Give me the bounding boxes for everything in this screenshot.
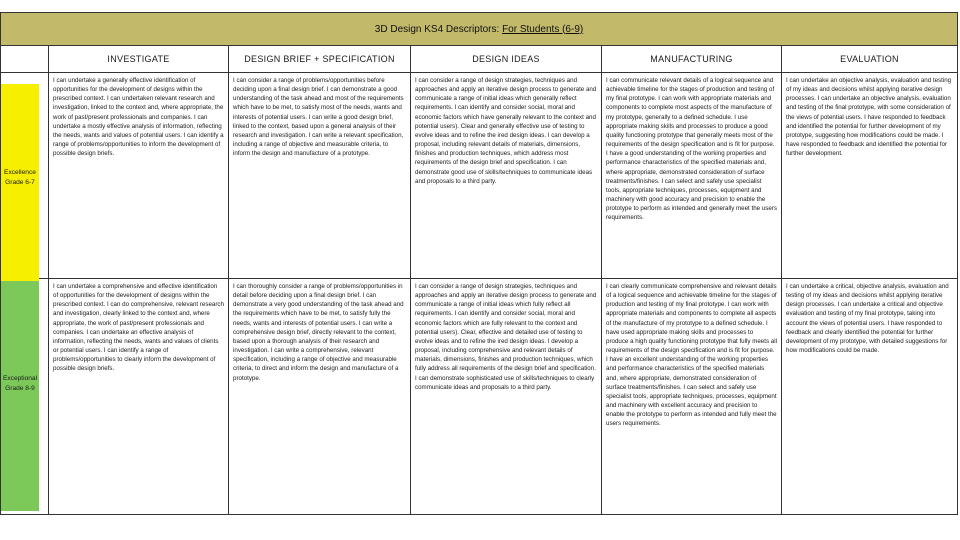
grade-label-line: Exceptional: [2, 375, 38, 382]
cell-design-ideas: I can consider a range of design strategies, techniques and approaches and apply an iterative design process to generate and communicate a range of initial ideas which fully reflect all requirements. I can identify and consider social, moral and economic factors which are fully relevant to the context and potential users). Clear, effective and detailed use of testing to evolve ideas and to refine the ired design ideas. I develop a proposal, including comprehensive and relevant details of materials, dimensions, finishes and production techniques, which fully address all requirements of the design brief and specification. I can demonstrate sophisticated use of skills/techniques to clearly communicate ideas and proposals to a third party.: [411, 279, 602, 515]
grade-label-line: Grade 8-9: [5, 384, 35, 392]
descriptor-table: [0, 12, 958, 515]
cell-design-ideas: I can consider a range of design strategies, techniques and approaches and apply an iterative design process to generate and communicate a range of initial ideas which generally reflect requirements. I can identify and consider social, moral and economic factors which have generally relevant to the context and potential users). Clear and generally effective use of testing to evolve ideas and to refine the ired design ideas. I can develop a proposal, including relevant details of materials, dimensions, finishes and production techniques, which address most requirements of the design brief and specification. I can demonstrate good use of skills/techniques to communicate ideas and proposals to a third party.: [411, 73, 602, 279]
cell-investigate: I can undertake a generally effective identification of opportunities for the development of designs within the prescribed context. I can undertaken relevant research and investigation, linked to the context and, where appropriate, the work of past/present professionals and companies. I can undertake a mostly effective analysis of information, reflecting the needs, wants and values of potential users. I can identify a range of problems/opportunities to inform the development of possible design briefs.: [49, 73, 229, 279]
cell-design-brief: I can thoroughly consider a range of problems/opportunities in detail before deciding upon a final design brief. I can demonstrate a very good understanding of the task ahead and the requirements which have to be met, to satisfy fully the needs, wants and interests of potential users. I can write a comprehensive design brief, directly relevant to the context, based upon a thorough analysis of their research and investigation. I can write a comprehensive, relevant specification, including a range of objective and measurable criteria, to direct and inform the design and manufacture of a prototype.: [229, 279, 411, 515]
cell-evaluation: I can undertake a critical, objective analysis, evaluation and testing of my ideas and decisions whilst applying iterative design processes. I can undertake a critical and objective evaluation and testing of my final prototype, taking into account the views of potential users. I have responded to feedback and clearly identified the potential for further development of my prototype, with detailed suggestions for how modifications could be made.: [782, 279, 958, 515]
table-row: [1, 279, 958, 515]
cell-evaluation: I can undertake an objective analysis, evaluation and testing of my ideas and decisions whilst applying iterative design processes. I can undertake an objective analysis, evaluation and testing of the final prototype, with some consideration of the views of potential users. I have responded to feedback and identified the potential for further development of my prototype, suggesting how modifications could be made. I have responded to feedback and identified the potential for further development.: [782, 73, 958, 279]
cell-manufacturing: I can clearly communicate comprehensive and relevant details of a logical sequence and achievable timeline for the stages of production and testing of my final prototype. I can work with appropriate materials and components to complete all aspects of the manufacture of my prototype to a defined schedule. I have used appropriate making skills and processes to produce a high quality functioning prototype that fully meets all requirements of the design specification and is fit for purpose. I have an excellent understanding of the working properties and performance characteristics of the specified materials and, where appropriate, demonstrated consideration of surface treatments/finishes. I can select and safely use specialist tools, appropriate techniques, processes, equipment and machinery with excellent accuracy and precision to enable the prototype to perform as intended and fully meet the users requirements.: [602, 279, 782, 515]
table-row: [1, 73, 958, 279]
header-evaluation: EVALUATION: [782, 46, 958, 73]
grade-label-exceptional: [1, 374, 39, 393]
header-corner: [1, 46, 49, 73]
title-link[interactable]: For Students (6-9): [502, 23, 584, 35]
cell-design-brief: I can consider a range of problems/opportunities before deciding upon a final design brief. I can demonstrate a good understanding of the task ahead and most of the requirements which have to be met, to satisfy most of the needs, wants and interests of potential users. I can write a good design brief, linked to the context, based upon a general analysis of their research and investigation. I can write a relevant specification, including a range of objective and measurable criteria, to inform the design and manufacture of a prototype.: [229, 73, 411, 279]
page-title: [1, 13, 958, 46]
grade-color-bar: [1, 281, 39, 511]
header-design-ideas: DESIGN IDEAS: [411, 46, 602, 73]
header-investigate: INVESTIGATE: [49, 46, 229, 73]
grade-label-line: Excellence: [4, 169, 36, 176]
cell-manufacturing: I can communicate relevant details of a logical sequence and achievable timeline for the stages of production and testing of my final prototype. I can work with appropriate materials and components to complete most aspects of the manufacture of my prototype, generally to a defined schedule. I use appropriate making skills and processes to produce a good quality functioning prototype that generally meets most of the requirements of the design specification and is fit for purpose. I have a good understanding of the working properties and performance characteristics of the specified materials and, where appropriate, demonstrated consideration of surface treatments/finishes. I can select and safely use specialist tools, appropriate techniques, processes, equipment and machinery with good accuracy and precision to enable the prototype to perform as intended and generally meet the users requirements.: [602, 73, 782, 279]
grade-label-line: Grade 6-7: [5, 178, 35, 186]
cell-investigate: I can undertake a comprehensive and effective identification of opportunities for the development of designs within the prescribed context. I can do comprehensive, relevant research and investigation, clearly linked to the context and, where appropriate, the work of past/present professionals and companies. I can undertake an effective analysis of information, reflecting the needs, wants and values of clients or potential users. I can identify a range of problems/opportunities to clearly inform the development of possible design briefs.: [49, 279, 229, 515]
title-prefix: 3D Design KS4 Descriptors:: [374, 23, 503, 35]
descriptor-table-wrapper: [0, 12, 957, 515]
header-manufacturing: MANUFACTURING: [602, 46, 782, 73]
grade-cell-exceptional: [1, 279, 49, 515]
header-design-brief: DESIGN BRIEF + SPECIFICATION: [229, 46, 411, 73]
grade-label-excellence: [1, 168, 39, 187]
grade-cell-excellence: [1, 73, 49, 279]
header-row: [1, 46, 958, 73]
